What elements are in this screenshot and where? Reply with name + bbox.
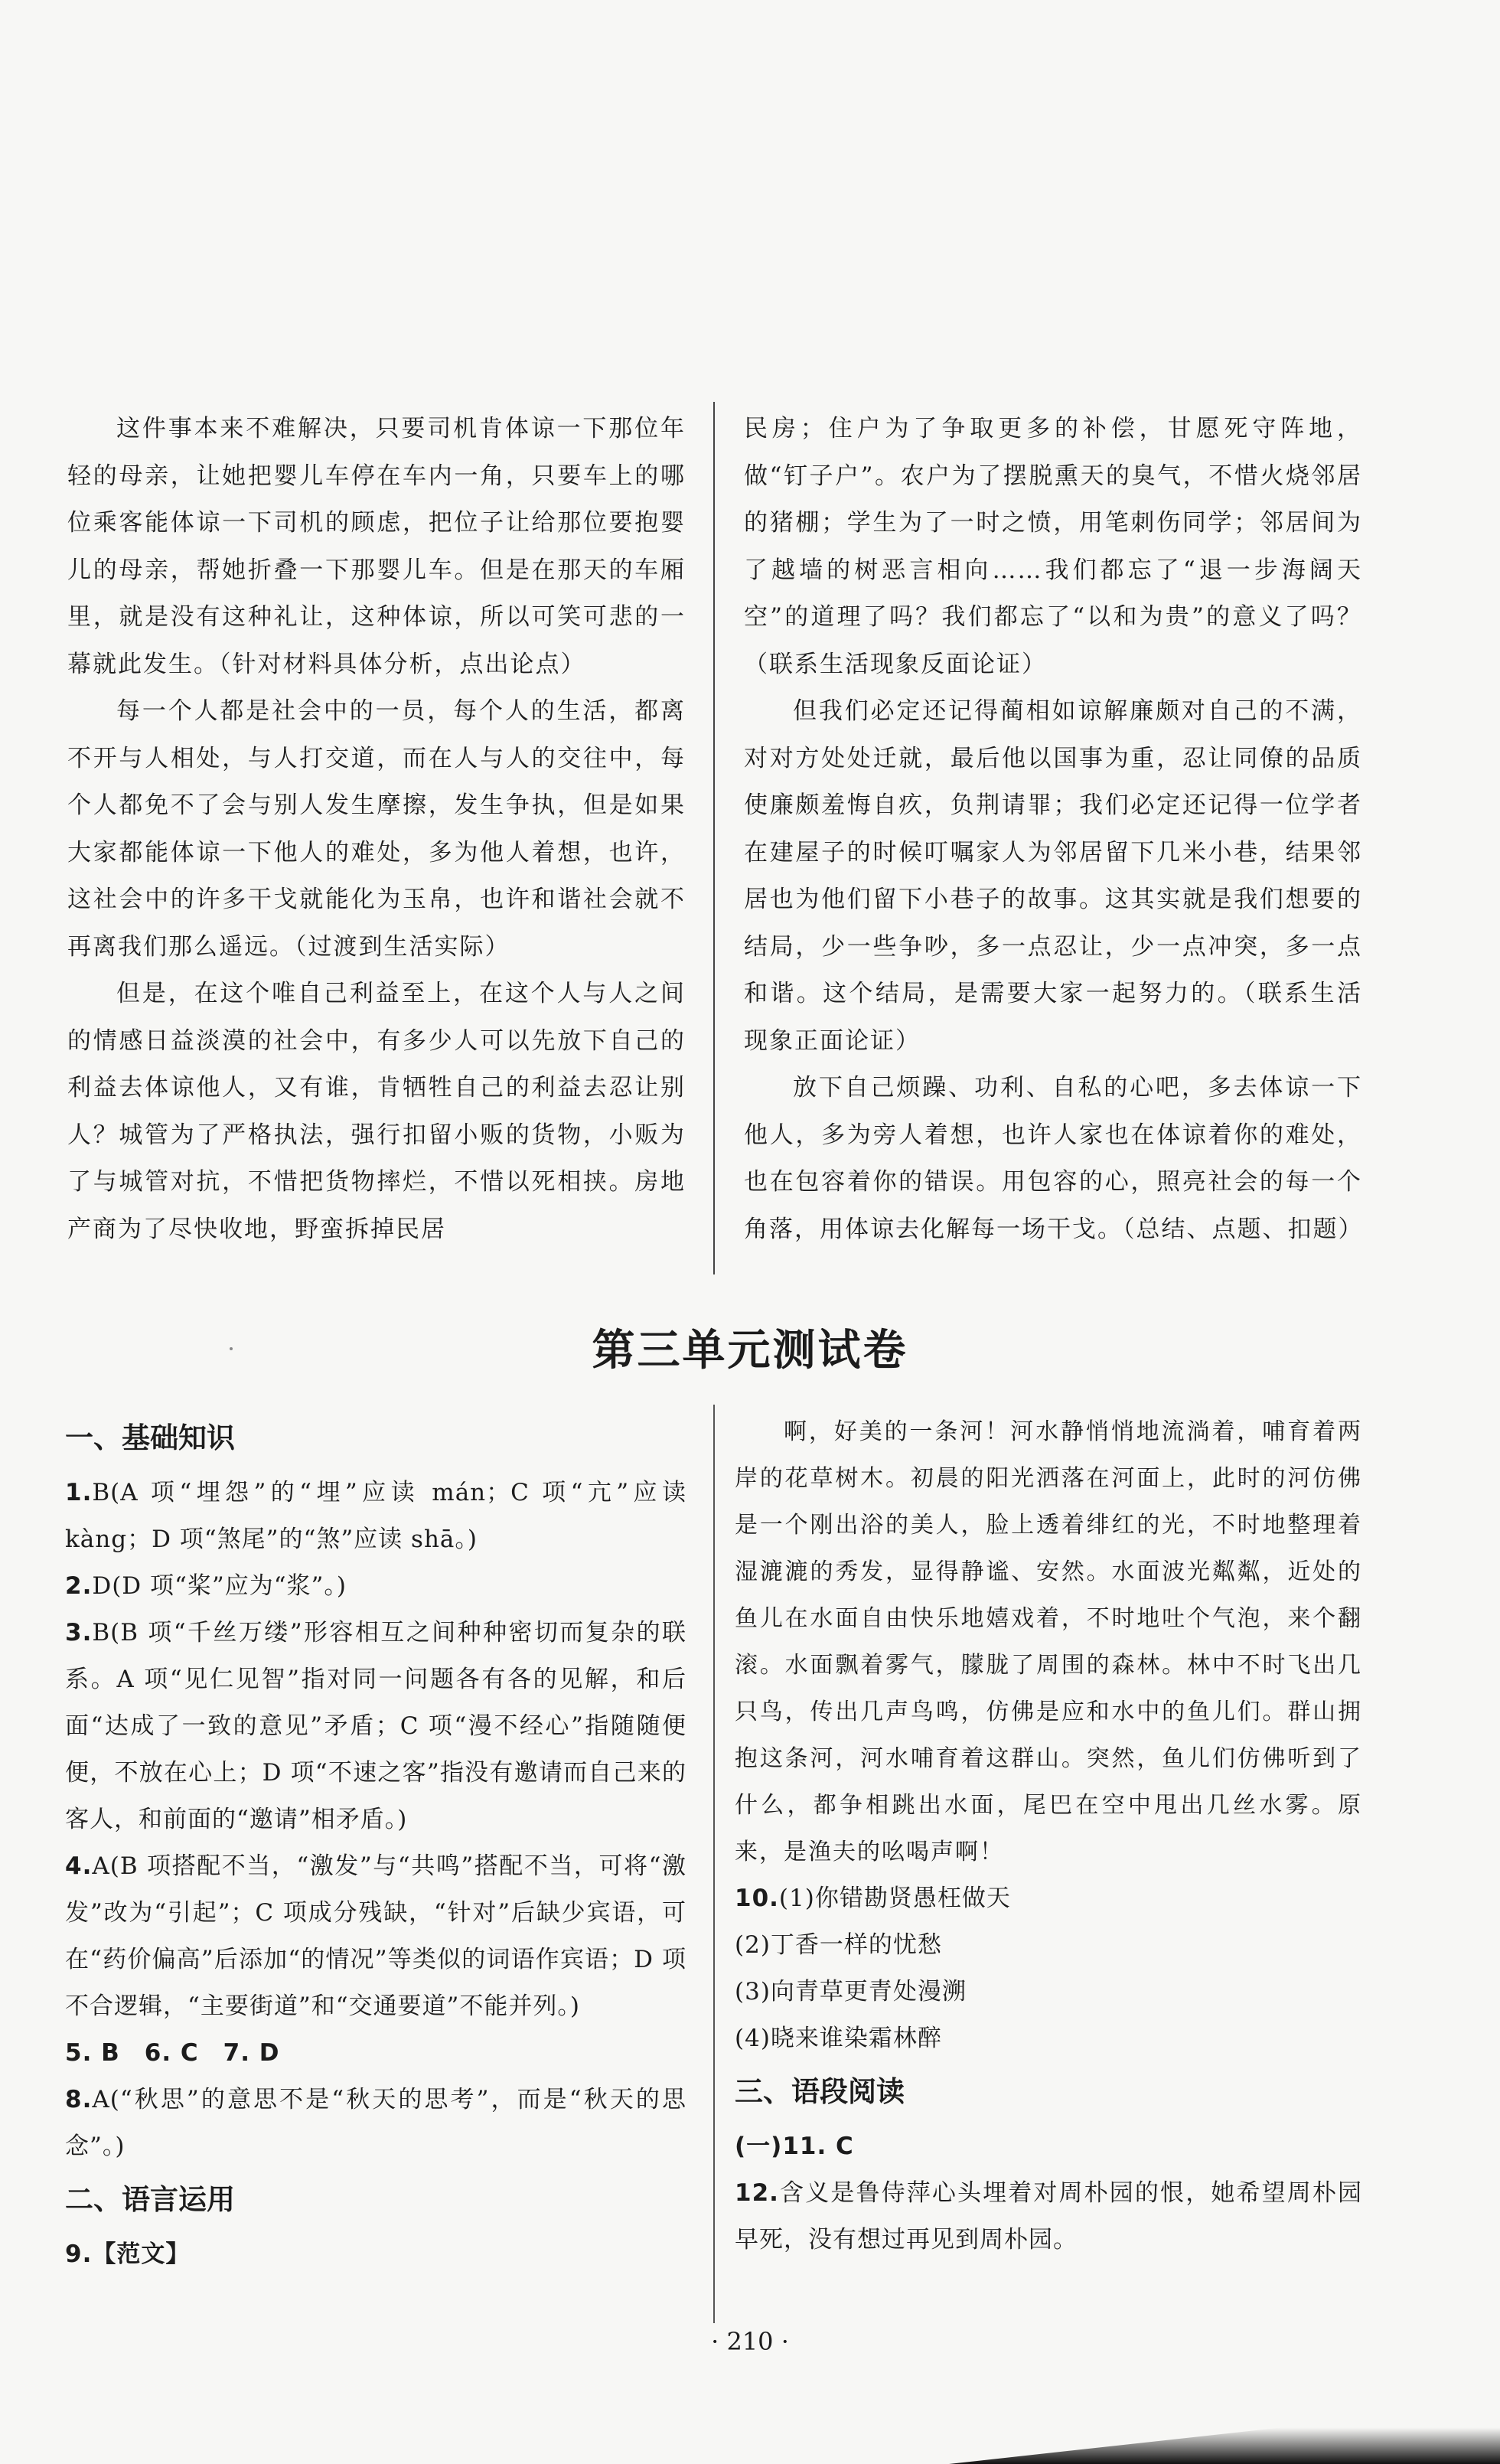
item-number: 4. bbox=[65, 1852, 93, 1880]
essay-paragraph: 放下自己烦躁、功利、自私的心吧，多去体谅一下他人，多为旁人着想，也许人家也在体谅着你的难处，也在包容着你的错误。用包容的心，照亮社会的每一个角落，用体谅去化解每一场干戈。（总结、点题、扣题） bbox=[744, 1074, 1364, 1243]
fanwen-text: 啊，好美的一条河！河水静悄悄地流淌着，哺育着两岸的花草树木。初晨的阳光洒落在河面上，此时的河仿佛是一个刚出浴的美人，脸上透着绯红的光，不时地整理着湿漉漉的秀发，显得静谧、安然。水面波光粼粼，近处的鱼儿在水面自由快乐地嬉戏着，不时地吐个气泡，来个翻滚。水面飘着雾气，朦胧了周围的森林。林中不时飞出几只鸟，传出几声鸟鸣，仿佛是应和水中的鱼儿们。群山拥抱这条河，河水哺育着这群山。突然，鱼儿们仿佛听到了什么，都争相跳出水面，尾巴在空中甩出几丝水雾。原来，是渔夫的吆喝声啊！ bbox=[735, 1418, 1362, 1865]
answer-item bbox=[65, 1610, 686, 1843]
answer-text: 5. B 6. C 7. D bbox=[65, 2039, 280, 2067]
scan-speck bbox=[230, 1347, 233, 1350]
answer-text: (一)11. C bbox=[735, 2133, 854, 2160]
item-number: 2. bbox=[65, 1572, 93, 1600]
item-number: 12. bbox=[735, 2179, 779, 2207]
answer-text: (1)你错勘贤愚枉做天 bbox=[778, 1885, 1011, 1912]
answers-right-column bbox=[735, 1408, 1362, 2263]
item-number: 10. bbox=[735, 1885, 779, 1912]
essay-paragraph: 民房；住户为了争取更多的补偿，甘愿死守阵地，做“钉子户”。农户为了摆脱熏天的臭气，不惜火烧邻居的猪棚；学生为了一时之愤，用笔刺伤同学；邻居间为了越墙的树恶言相向……我们都忘了“退一步海阔天空”的道理了吗？我们都忘了“以和为贵”的意义了吗？（联系生活现象反面论证） bbox=[744, 415, 1362, 678]
essay-paragraph: 每一个人都是社会中的一员，每个人的生活，都离不开与人相处，与人打交道，而在人与人的交往中，每个人都免不了会与别人发生摩擦，发生争执，但是如果大家都能体谅一下他人的难处，多为他人着想，也许，这社会中的许多干戈就能化为玉帛，也许和谐社会就不再离我们那么遥远。（过渡到生活实际） bbox=[67, 697, 686, 961]
item-number: 3. bbox=[65, 1619, 93, 1646]
section-heading: 三、语段阅读 bbox=[735, 2075, 905, 2108]
answer-text: (3)向青草更青处漫溯 bbox=[735, 1978, 967, 2005]
answer-item bbox=[65, 2030, 686, 2077]
answer-text: 含义是鲁侍萍心头埋着对周朴园的恨，她希望周朴园早死，没有想过再见到周朴园。 bbox=[735, 2179, 1362, 2253]
answer-item bbox=[65, 1470, 686, 1563]
essay-right-column bbox=[744, 406, 1362, 1253]
answer-item bbox=[65, 2077, 686, 2170]
page-number: · 210 · bbox=[711, 2327, 789, 2356]
answer-item bbox=[65, 1843, 686, 2030]
item-number: 8. bbox=[65, 2086, 93, 2113]
answer-text: (2)丁香一样的忧愁 bbox=[735, 1931, 942, 1959]
column-divider bbox=[713, 1405, 715, 2323]
section-heading: 一、基础知识 bbox=[65, 1421, 235, 1454]
item9-label: 9.【范文】 bbox=[65, 2240, 191, 2268]
page-title: 第三单元测试卷 bbox=[592, 1326, 908, 1376]
essay-paragraph: 这件事本来不难解决，只要司机肯体谅一下那位年轻的母亲，让她把婴儿车停在车内一角，只要车上的哪位乘客能体谅一下司机的顾虑，把位子让给那位要抱婴儿的母亲，帮她折叠一下那婴儿车。但是在那天的车厢里，就是没有这种礼让，这种体谅，所以可笑可悲的一幕就此发生。（针对材料具体分析，点出论点） bbox=[67, 415, 686, 678]
scan-shadow bbox=[949, 2404, 1500, 2464]
essay-paragraph: 但是，在这个唯自己利益至上，在这个人与人之间的情感日益淡漠的社会中，有多少人可以先放下自己的利益去体谅他人，又有谁，肯牺牲自己的利益去忍让别人？城管为了严格执法，强行扣留小贩的货物，小贩为了与城管对抗，不惜把货物摔烂，不惜以死相挟。房地产商为了尽快收地，野蛮拆掉民居 bbox=[67, 980, 686, 1243]
answer-item bbox=[65, 1563, 686, 1610]
answer-text: D(D 项“桨”应为“浆”。) bbox=[92, 1572, 347, 1600]
column-divider bbox=[713, 402, 715, 1274]
essay-paragraph: 但我们必定还记得蔺相如谅解廉颇对自己的不满，对对方处处迁就，最后他以国事为重，忍让同僚的品质使廉颇羞悔自疚，负荆请罪；我们必定还记得一位学者在建屋子的时候叮嘱家人为邻居留下几米小巷，结果邻居也为他们留下小巷子的故事。这其实就是我们想要的结局，少一些争吵，多一点忍让，少一点冲突，多一点和谐。这个结局，是需要大家一起努力的。（联系生活现象正面论证） bbox=[744, 697, 1362, 1055]
item-number: 1. bbox=[65, 1479, 93, 1506]
answer-text: B(B 项“千丝万缕”形容相互之间种种密切而复杂的联系。A 项“见仁见智”指对同一问题各有各的见解，和后面“达成了一致的意见”矛盾；C 项“漫不经心”指随随便便，不放在心上；D 项“不速之客”指没有邀请而自己来的客人，和前面的“邀请”相矛盾。) bbox=[65, 1619, 686, 1833]
answers-left-column bbox=[65, 1408, 686, 2278]
answer-text: A(“秋思”的意思不是“秋天的思考”，而是“秋天的思念”。) bbox=[65, 2086, 686, 2160]
answer-text: B(A 项“埋怨”的“埋”应读 mán；C 项“亢”应读 kàng；D 项“煞尾”的“煞”应读 shā。) bbox=[65, 1479, 686, 1553]
answer-text: (4)晓来谁染霜林醉 bbox=[735, 2025, 942, 2052]
section-heading: 二、语言运用 bbox=[65, 2183, 235, 2216]
answer-text: A(B 项搭配不当，“激发”与“共鸣”搭配不当，可将“激发”改为“引起”；C 项成分残缺，“针对”后缺少宾语，可在“药价偏高”后添加“的情况”等类似的词语作宾语；D 项不合逻辑，“主要街道”和“交通要道”不能并列。) bbox=[65, 1852, 686, 2020]
essay-left-column bbox=[67, 406, 686, 1253]
